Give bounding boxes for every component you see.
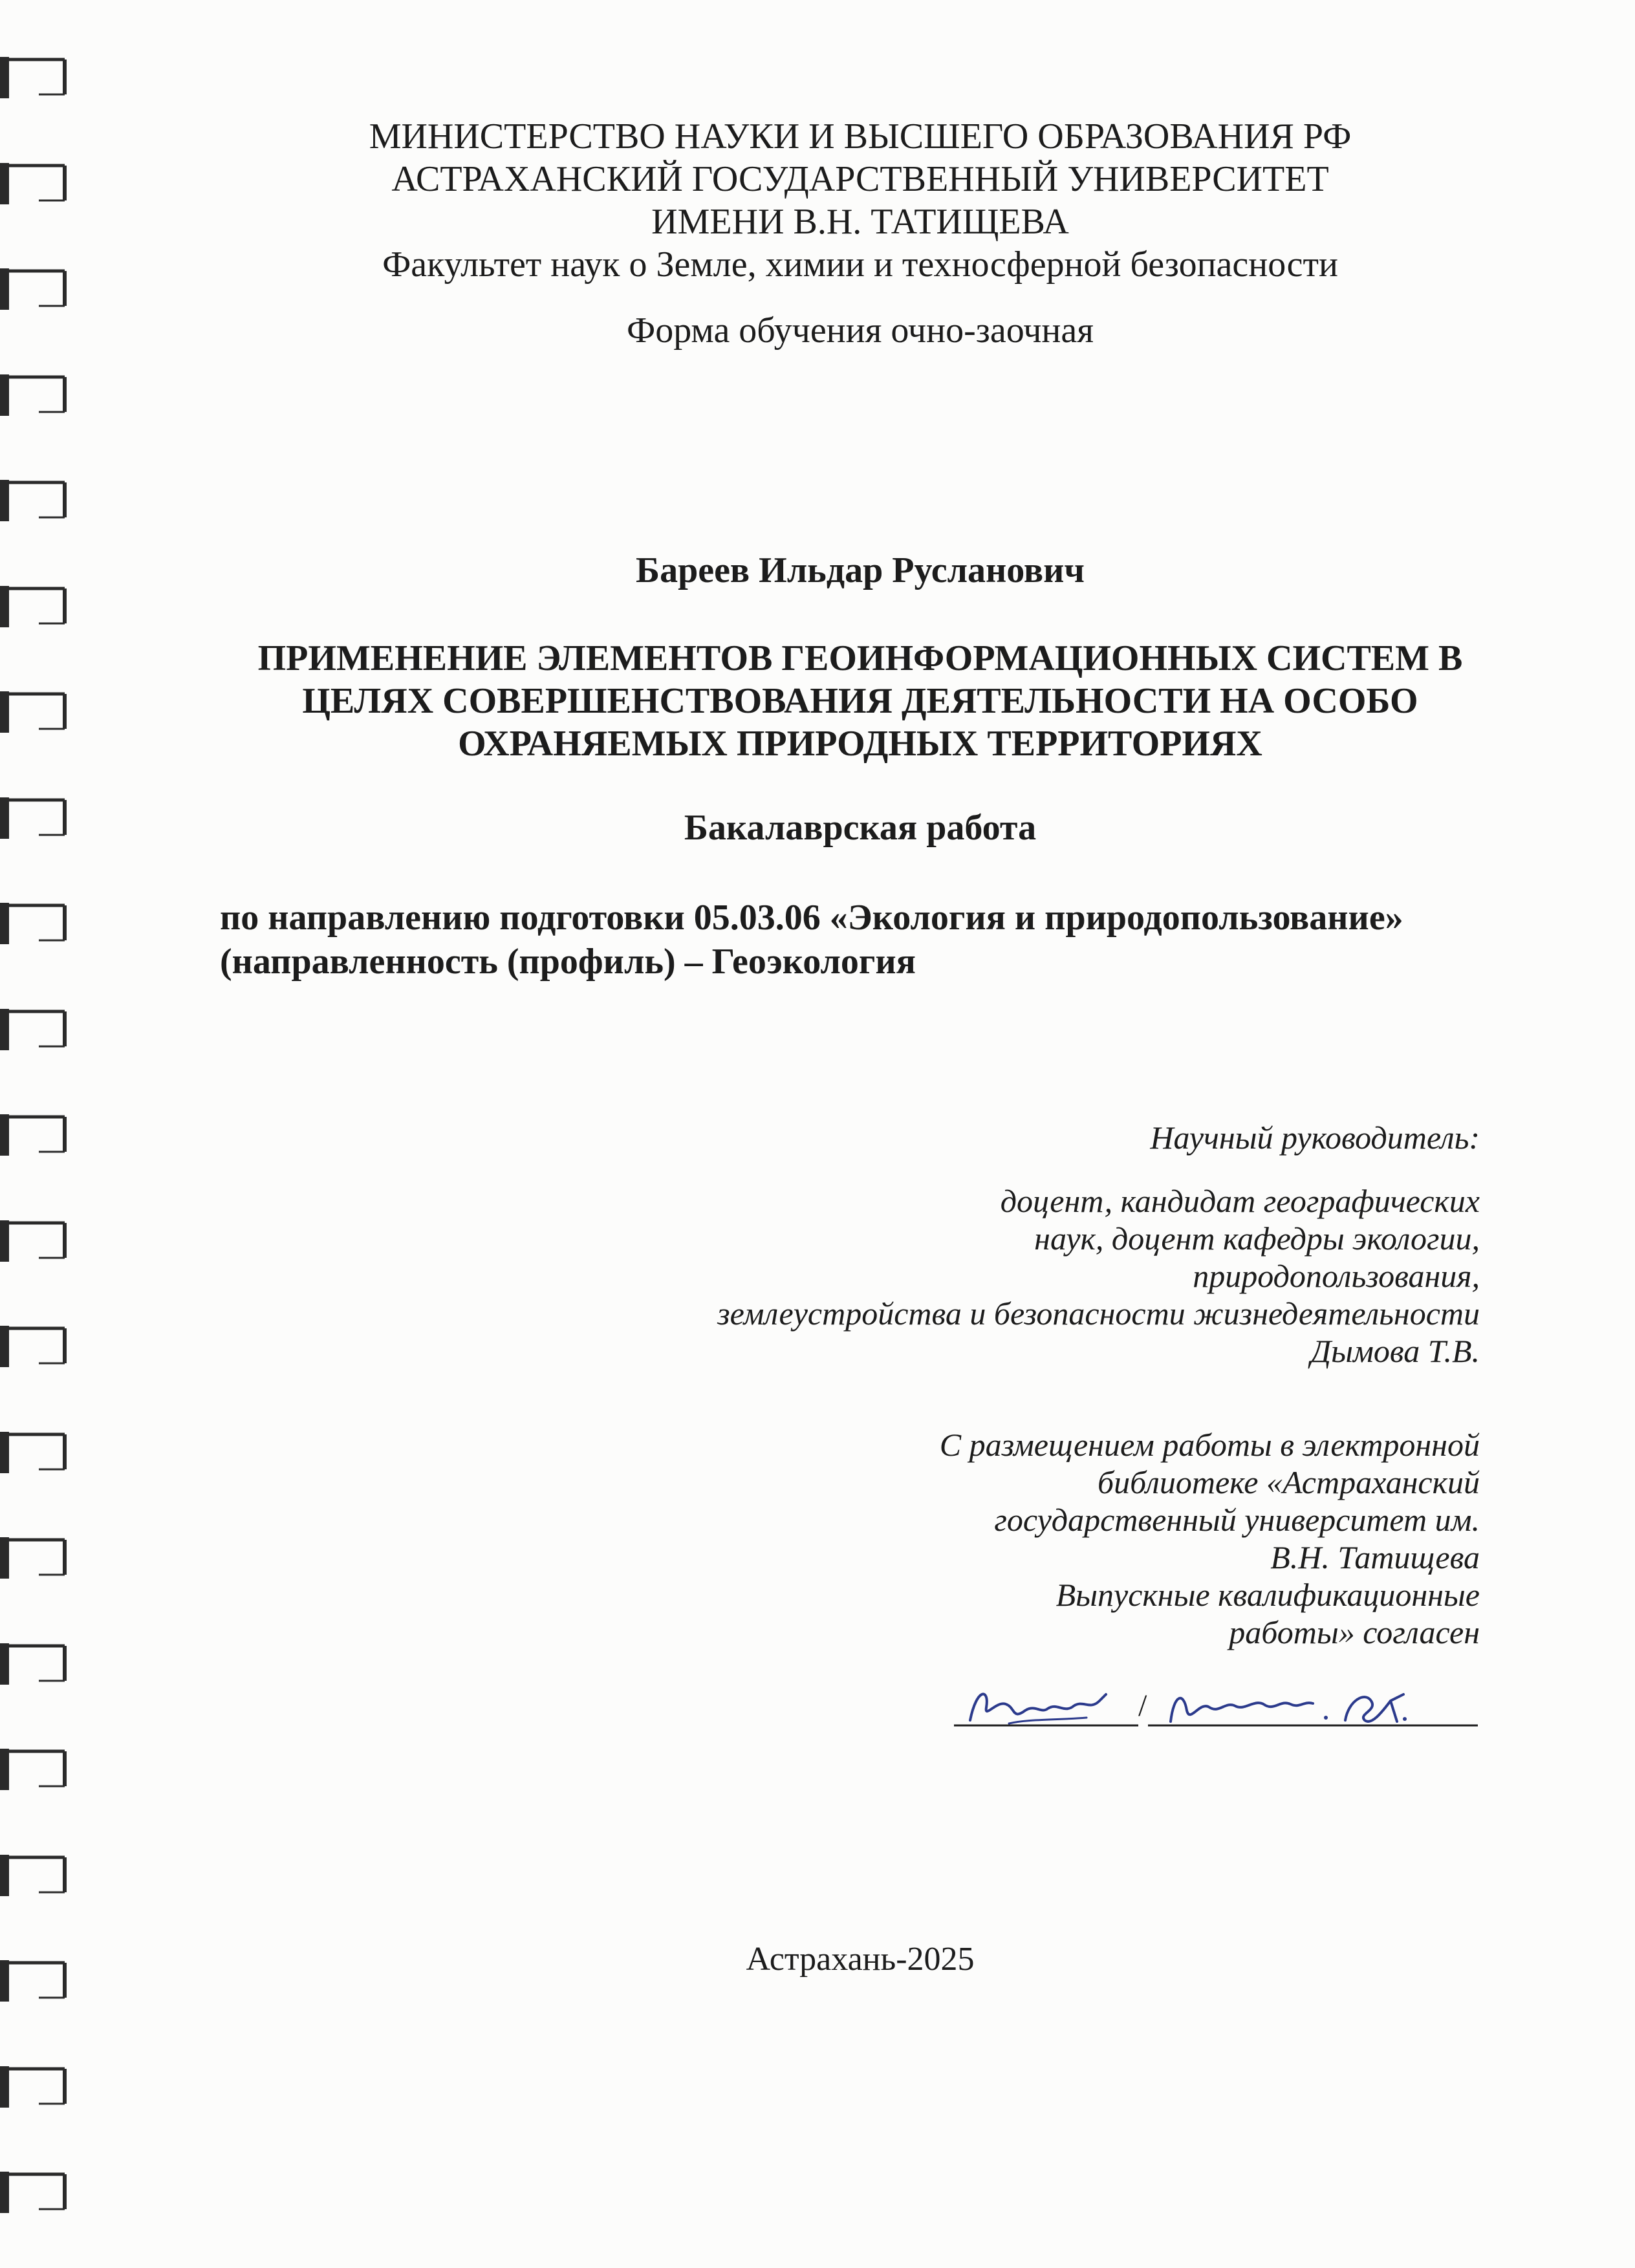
binding-ring xyxy=(0,1432,72,1473)
binding-ring xyxy=(0,903,72,944)
consent-line5: Выпускные квалификационные xyxy=(1056,1577,1480,1613)
binding-ring xyxy=(0,1114,72,1156)
binding-ring xyxy=(0,1749,72,1790)
consent-line1: С размещением работы в электронной xyxy=(939,1427,1480,1463)
faculty-name: Факультет наук о Земле, химии и техносферной безопасности xyxy=(382,244,1338,285)
binding-ring xyxy=(0,1537,72,1579)
binding-ring xyxy=(0,1326,72,1367)
binding-ring xyxy=(0,57,72,98)
thesis-title-line1: ПРИМЕНЕНИЕ ЭЛЕМЕНТОВ ГЕОИНФОРМАЦИОННЫХ СИСТЕМ В xyxy=(257,638,1463,678)
supervisor-block xyxy=(510,1182,1480,1370)
thesis-title-line3: ОХРАНЯЕМЫХ ПРИРОДНЫХ ТЕРРИТОРИЯХ xyxy=(458,724,1262,764)
binding-ring xyxy=(0,586,72,627)
consent-line4: В.Н. Татищева xyxy=(1270,1539,1480,1575)
thesis-title xyxy=(194,637,1526,765)
study-direction xyxy=(220,896,1513,984)
supervisor-line1: доцент, кандидат географических xyxy=(1000,1183,1480,1219)
study-direction-line2: (направленность (профиль) – Геоэкология xyxy=(220,942,916,982)
signature-separator: / xyxy=(1138,1689,1147,1723)
university-name-line1: АСТРАХАНСКИЙ ГОСУДАРСТВЕННЫЙ УНИВЕРСИТЕТ xyxy=(391,159,1329,199)
consent-block xyxy=(510,1426,1480,1651)
supervisor-line4: землеустройства и безопасности жизнедеятельности xyxy=(717,1295,1480,1332)
binding-ring xyxy=(0,1855,72,1896)
supervisor-line3: природопользования, xyxy=(1193,1258,1480,1294)
signature-area xyxy=(951,1675,1481,1746)
binding-ring xyxy=(0,797,72,839)
study-direction-line1: по направлению подготовки 05.03.06 «Экология и природопользование» xyxy=(220,898,1403,938)
consent-line6: работы» согласен xyxy=(1229,1614,1480,1650)
binding-ring xyxy=(0,691,72,733)
binding-ring xyxy=(0,163,72,204)
supervisor-line2: наук, доцент кафедры экологии, xyxy=(1034,1220,1480,1257)
binding-ring xyxy=(0,480,72,521)
binding-ring xyxy=(0,2172,72,2213)
spiral-binding xyxy=(0,0,78,2268)
study-form: Форма обучения очно-заочная xyxy=(627,310,1094,351)
binding-ring xyxy=(0,1960,72,2002)
consent-line3: государственный университет им. xyxy=(994,1502,1480,1538)
binding-ring xyxy=(0,268,72,310)
header-block xyxy=(194,115,1526,286)
work-type: Бакалаврская работа xyxy=(684,808,1037,848)
city-year: Астрахань-2025 xyxy=(746,1941,975,1978)
binding-ring xyxy=(0,1220,72,1262)
binding-ring xyxy=(0,2066,72,2108)
supervisor-name: Дымова Т.В. xyxy=(1310,1333,1480,1369)
supervisor-heading: Научный руководитель: xyxy=(1150,1119,1480,1156)
binding-ring xyxy=(0,1009,72,1050)
binding-ring xyxy=(0,374,72,416)
handwritten-signature xyxy=(951,1675,1481,1746)
consent-line2: библиотеке «Астраханский xyxy=(1098,1464,1480,1500)
ministry-name: МИНИСТЕРСТВО НАУКИ И ВЫСШЕГО ОБРАЗОВАНИЯ РФ xyxy=(369,116,1352,157)
university-name-line2: ИМЕНИ В.Н. ТАТИЩЕВА xyxy=(651,202,1069,242)
author-name: Бареев Ильдар Русланович xyxy=(636,550,1085,590)
binding-ring xyxy=(0,1643,72,1685)
thesis-title-line2: ЦЕЛЯХ СОВЕРШЕНСТВОВАНИЯ ДЕЯТЕЛЬНОСТИ НА ОСОБО xyxy=(302,681,1418,721)
